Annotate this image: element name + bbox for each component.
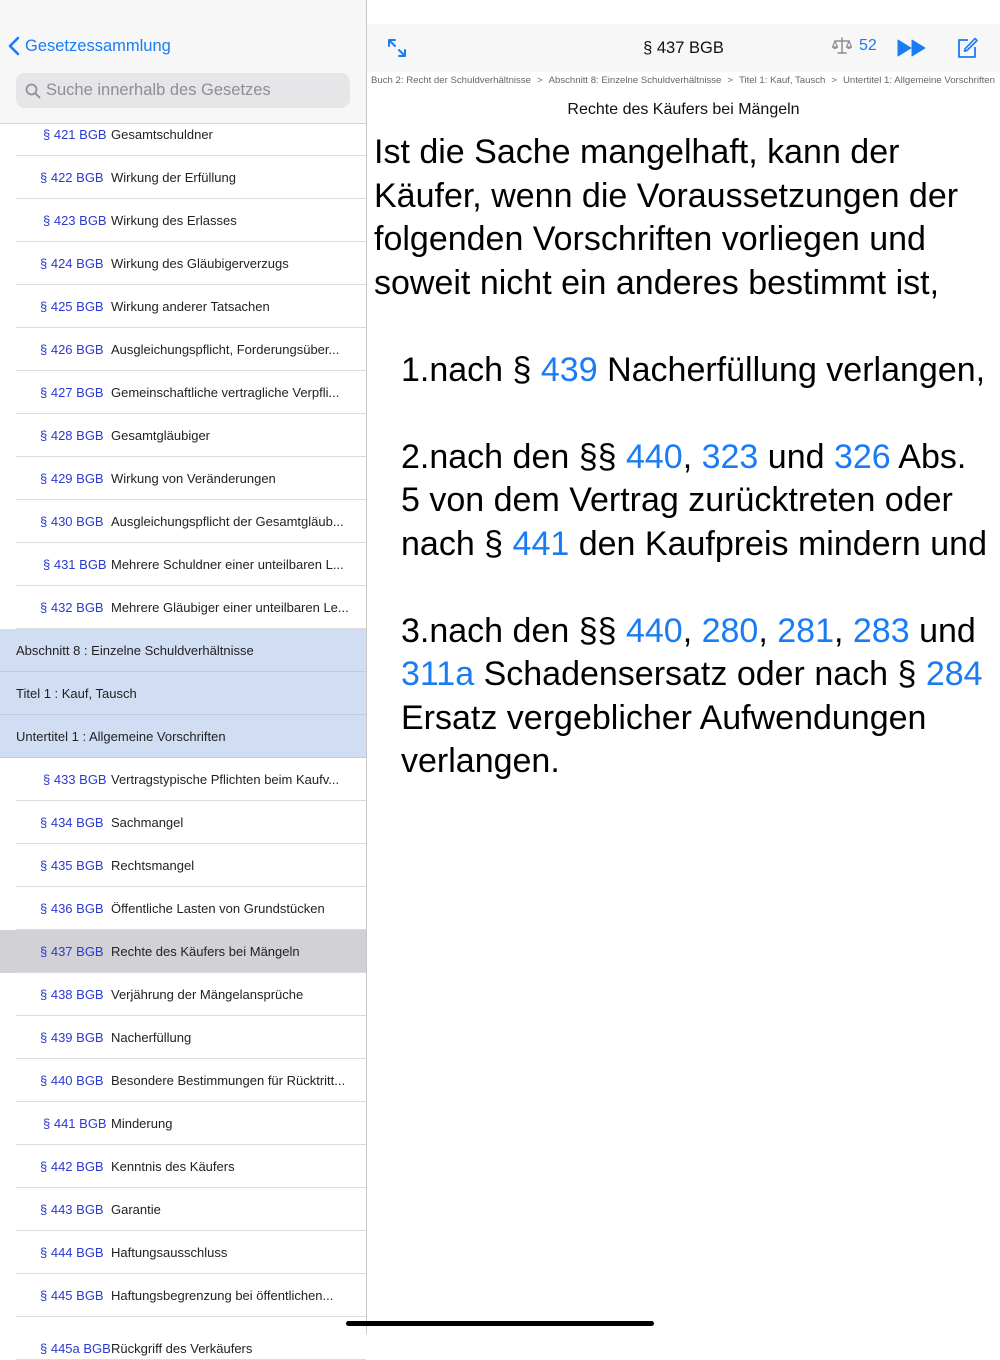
law-number: § 441 BGB (43, 1116, 107, 1131)
law-list-item[interactable] (0, 1102, 366, 1145)
law-reference-link[interactable]: 326 (833, 437, 891, 476)
law-reference-link[interactable]: 281 (777, 611, 834, 650)
law-title: Gesamtschuldner (111, 127, 213, 142)
law-reference-link[interactable]: 440 (625, 437, 683, 476)
law-text-segment: Schadensersatz oder nach § (474, 655, 926, 693)
breadcrumb-item[interactable]: Untertitel 1: Allgemeine Vorschriften (843, 75, 995, 86)
law-reference-link[interactable]: 323 (701, 437, 759, 476)
law-number: § 433 BGB (43, 772, 107, 787)
law-reference-link[interactable]: 441 (512, 524, 570, 563)
law-number: § 440 BGB (40, 1073, 104, 1088)
chevron-left-icon (8, 36, 20, 56)
breadcrumb (371, 75, 996, 86)
law-list-item[interactable] (0, 844, 366, 887)
law-title: Ausgleichungspflicht der Gesamtgläub... (111, 514, 344, 529)
law-title: Ausgleichungspflicht, Forderungsüber... (111, 342, 340, 357)
law-number: § 445 BGB (40, 1288, 104, 1303)
law-list-item[interactable] (0, 758, 366, 801)
nav-bar (367, 24, 1000, 72)
section-title: Titel 1 : Kauf, Tausch (16, 686, 137, 701)
sidebar-header (0, 24, 366, 124)
law-list-item[interactable] (0, 1016, 366, 1059)
law-text-segment: Nacherfüllung verlangen, (597, 350, 986, 389)
law-reference-link[interactable]: 284 (925, 655, 983, 693)
law-list-item[interactable] (0, 199, 366, 242)
law-list-item[interactable] (0, 285, 366, 328)
paragraph-spacer (374, 566, 994, 610)
law-list-item[interactable] (0, 457, 366, 500)
breadcrumb-separator: > (831, 75, 837, 86)
law-text-segment: den Kaufpreis mindern und (569, 524, 987, 563)
law-list-item[interactable] (0, 1059, 366, 1102)
law-title: Garantie (111, 1202, 161, 1217)
law-item (374, 349, 994, 393)
law-number: § 423 BGB (43, 213, 107, 228)
law-text-segment: 2.nach den §§ (401, 437, 626, 476)
law-reference-link[interactable]: 439 (540, 350, 598, 389)
law-text-segment: , (758, 611, 778, 650)
law-text-segment: Ersatz vergeblicher Aufwendungen verlangen. (401, 698, 927, 780)
law-list-item[interactable] (0, 500, 366, 543)
law-number: § 428 BGB (40, 428, 104, 443)
law-list-item[interactable] (0, 156, 366, 199)
law-number: § 437 BGB (40, 944, 104, 959)
breadcrumb-item[interactable]: Buch 2: Recht der Schuldverhältnisse (371, 75, 531, 86)
law-title: Gemeinschaftliche vertragliche Verpfli... (111, 385, 340, 400)
law-text-segment: und (758, 437, 834, 476)
breadcrumb-item[interactable]: Titel 1: Kauf, Tausch (739, 75, 826, 86)
section-header[interactable] (0, 672, 366, 715)
law-list-item[interactable] (0, 1188, 366, 1231)
law-text-segment: , (833, 611, 853, 650)
law-number: § 431 BGB (43, 557, 107, 572)
law-title: Sachmangel (111, 815, 184, 830)
breadcrumb-item[interactable]: Abschnitt 8: Einzelne Schuldverhältnisse (548, 75, 722, 86)
law-reference-link[interactable]: 440 (625, 611, 683, 650)
law-title: Besondere Bestimmungen für Rücktritt... (111, 1073, 346, 1088)
law-number: § 439 BGB (40, 1030, 104, 1045)
breadcrumb-separator: > (727, 75, 733, 86)
law-title: Mehrere Gläubiger einer unteilbaren Le... (111, 600, 349, 615)
main-pane (367, 0, 1000, 1334)
law-list-item[interactable] (0, 930, 366, 973)
section-title: Untertitel 1 : Allgemeine Vorschriften (16, 729, 226, 744)
section-header[interactable] (0, 629, 366, 672)
law-item (374, 610, 994, 784)
edit-button[interactable] (955, 36, 979, 65)
page-title: § 437 BGB (643, 39, 724, 57)
law-text-segment: 3.nach den §§ (401, 611, 626, 650)
home-indicator (346, 1321, 654, 1326)
law-list-item[interactable] (0, 371, 366, 414)
section-heading: Rechte des Käufers bei Mängeln (567, 101, 800, 118)
law-text-segment: , (682, 611, 702, 650)
law-text-segment: und (909, 611, 976, 650)
law-title: Gesamtgläubiger (111, 428, 210, 443)
law-title: Öffentliche Lasten von Grundstücken (111, 901, 325, 916)
law-list-item[interactable] (0, 543, 366, 586)
law-number: § 444 BGB (40, 1245, 104, 1260)
back-button[interactable] (8, 36, 171, 56)
sidebar (0, 0, 367, 1356)
law-number: § 445a BGB (40, 1341, 111, 1356)
law-list[interactable] (0, 124, 366, 1356)
breadcrumb-separator: > (536, 75, 543, 86)
law-number: § 424 BGB (40, 256, 104, 271)
law-number: § 436 BGB (40, 901, 104, 916)
section-header[interactable] (0, 715, 366, 758)
law-title: Nacherfüllung (111, 1030, 192, 1045)
law-title: Kenntnis des Käufers (111, 1159, 235, 1174)
law-title: Wirkung anderer Tatsachen (111, 299, 270, 314)
law-list-item[interactable] (0, 1145, 366, 1188)
law-number: § 422 BGB (40, 170, 104, 185)
law-list-item[interactable] (0, 242, 366, 285)
reference-count: 52 (859, 37, 877, 54)
law-number: § 426 BGB (40, 342, 104, 357)
compose-icon (955, 36, 979, 60)
law-number: § 421 BGB (43, 127, 107, 142)
law-text-segment: 1.nach § (401, 350, 541, 389)
law-reference-link[interactable]: 280 (701, 611, 759, 650)
law-number: § 435 BGB (40, 858, 104, 873)
law-number: § 430 BGB (40, 514, 104, 529)
law-number: § 438 BGB (40, 987, 104, 1002)
law-text (374, 131, 994, 784)
law-list-item[interactable] (0, 124, 366, 156)
fast-forward-icon (897, 39, 927, 57)
law-list-item[interactable] (0, 328, 366, 371)
search-input[interactable] (46, 81, 336, 100)
section-title: Abschnitt 8 : Einzelne Schuldverhältnisse (16, 643, 254, 658)
scale-icon (832, 37, 852, 55)
law-title: Vertragstypische Pflichten beim Kaufv... (111, 772, 340, 787)
law-number: § 434 BGB (40, 815, 104, 830)
search-icon (25, 83, 41, 99)
law-list-item[interactable] (0, 586, 366, 629)
law-list-item[interactable] (0, 973, 366, 1016)
references-button[interactable] (832, 37, 877, 55)
back-label: Gesetzessammlung (25, 36, 171, 55)
law-number: § 443 BGB (40, 1202, 104, 1217)
law-title: Wirkung der Erfüllung (111, 170, 236, 185)
law-list-item[interactable] (0, 414, 366, 457)
law-title: Mehrere Schuldner einer unteilbaren L... (111, 557, 344, 572)
law-number: § 442 BGB (40, 1159, 104, 1174)
law-list-item[interactable] (0, 1231, 366, 1274)
law-reference-link[interactable]: 311a (401, 655, 475, 693)
law-number: § 425 BGB (40, 299, 104, 314)
law-list-item[interactable] (0, 801, 366, 844)
law-text-segment: Abs. 5 von dem Vertrag zurücktreten oder nach § (401, 437, 967, 563)
law-list-item[interactable] (0, 887, 366, 930)
law-number: § 429 BGB (40, 471, 104, 486)
law-reference-link[interactable]: 283 (852, 611, 910, 650)
law-item (374, 436, 994, 567)
law-title: Haftungsbegrenzung bei öffentlichen... (111, 1288, 334, 1303)
law-list-item[interactable] (0, 1274, 366, 1317)
law-title: Wirkung des Gläubigerverzugs (111, 256, 289, 271)
law-number: § 432 BGB (40, 600, 104, 615)
law-text-segment: , (682, 437, 702, 476)
law-intro: Ist die Sache mangelhaft, kann der Käufer, wenn die Voraussetzungen der folgenden Vorschriften vorliegen und soweit nicht ein anderes bestimmt ist, (374, 133, 959, 302)
law-title: Rechte des Käufers bei Mängeln (111, 944, 300, 959)
law-title: Haftungsausschluss (111, 1245, 228, 1260)
law-title: Rückgriff des Verkäufers (111, 1341, 253, 1356)
next-button[interactable] (897, 39, 927, 62)
law-title: Minderung (111, 1116, 173, 1131)
law-number: § 427 BGB (40, 385, 104, 400)
law-title: Rechtsmangel (111, 858, 195, 873)
paragraph-spacer (374, 392, 994, 436)
search-box[interactable] (16, 73, 350, 108)
law-title: Wirkung von Veränderungen (111, 471, 276, 486)
law-title: Verjährung der Mängelansprüche (111, 987, 304, 1002)
paragraph-spacer (374, 305, 994, 349)
law-list-item[interactable] (0, 1317, 366, 1360)
law-title: Wirkung des Erlasses (111, 213, 237, 228)
